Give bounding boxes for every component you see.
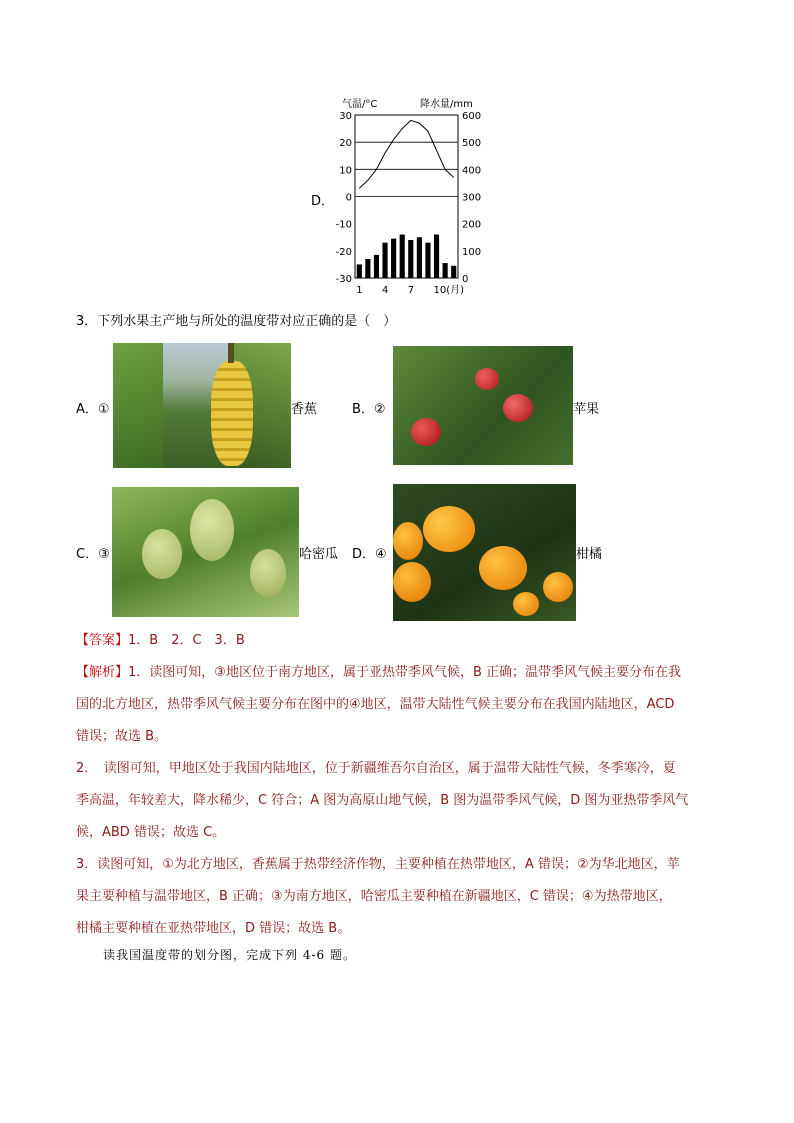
analysis-line: 【解析】1．读图可知，③地区位于南方地区，属于亚热带季风气候，B 正确；温带季风气候主要分布在我 bbox=[76, 665, 681, 680]
precip-bar bbox=[425, 243, 430, 278]
temp-tick-label: 0 bbox=[345, 192, 352, 204]
answer-text: 1．B 2．C 3．B bbox=[128, 633, 245, 648]
apple-icon bbox=[503, 394, 533, 422]
option-d-label: D． bbox=[311, 194, 335, 209]
temp-tick-labels bbox=[336, 111, 352, 285]
temp-tick-label: -10 bbox=[335, 219, 352, 231]
option-c-fruit: 哈密瓜 bbox=[299, 547, 339, 562]
temp-axis-label: 气温/°C bbox=[342, 99, 378, 110]
option-a-letter: A．① bbox=[76, 402, 110, 417]
precip-tick-label: 600 bbox=[462, 111, 482, 122]
x-tick-label: 4 bbox=[382, 285, 389, 296]
answer-tag: 【答案】 bbox=[76, 633, 129, 648]
orange-icon bbox=[393, 562, 431, 602]
orange-icon bbox=[543, 572, 573, 602]
precip-bar bbox=[451, 266, 456, 278]
melon-icon bbox=[142, 529, 182, 579]
answer-analysis-block bbox=[76, 625, 736, 945]
precip-tick-labels bbox=[462, 111, 481, 285]
precip-bar bbox=[382, 243, 387, 278]
temp-tick-label: 20 bbox=[339, 138, 352, 150]
option-c-letter: C．③ bbox=[76, 547, 110, 562]
x-tick-label: 1 bbox=[356, 285, 363, 296]
climate-chart bbox=[330, 95, 490, 300]
analysis-line: 错误；故选 B。 bbox=[76, 729, 168, 744]
precip-bar bbox=[357, 264, 362, 278]
precip-tick-label: 0 bbox=[462, 274, 469, 285]
analysis-tag: 【解析】 bbox=[76, 665, 129, 680]
precip-tick-label: 100 bbox=[462, 246, 482, 258]
temperature-curve bbox=[359, 120, 453, 188]
next-questions-instruction: 读我国温度带的划分图，完成下列 4-6 题。 bbox=[103, 948, 356, 962]
option-d-letter: D．④ bbox=[352, 547, 387, 562]
precip-axis-label: 降水量/mm bbox=[420, 99, 473, 110]
temp-tick-label: -20 bbox=[335, 246, 352, 258]
temp-tick-label: 10 bbox=[339, 165, 352, 177]
precip-tick-label: 200 bbox=[462, 219, 482, 231]
precip-bar bbox=[443, 263, 448, 278]
precip-bar bbox=[400, 235, 405, 278]
melon-icon bbox=[250, 549, 286, 597]
apple-icon bbox=[475, 368, 499, 390]
answer-line bbox=[76, 625, 736, 657]
analysis-line: 3．读图可知，①为北方地区，香蕉属于热带经济作物，主要种植在热带地区，A 错误；②为华北地区，苹 bbox=[76, 857, 680, 872]
question-3-stem: 3．下列水果主产地与所处的温度带对应正确的是（ ） bbox=[76, 314, 397, 329]
precip-bar bbox=[365, 259, 370, 278]
precip-bars bbox=[357, 235, 457, 278]
analysis-line: 柑橘主要种植在亚热带地区，D 错误；故选 B。 bbox=[76, 921, 351, 936]
chart-grid bbox=[355, 115, 458, 278]
analysis-line: 果主要种植与温带地区，B 正确；③为南方地区，哈密瓜主要种植在新疆地区，C 错误；④为热带地区， bbox=[76, 889, 672, 904]
apple-photo bbox=[393, 346, 573, 465]
option-b-letter: B．② bbox=[352, 402, 386, 417]
temp-tick-label: 30 bbox=[339, 111, 352, 122]
melon-icon bbox=[190, 499, 234, 561]
option-a-fruit: 香蕉 bbox=[291, 402, 318, 417]
analysis-line: 国的北方地区，热带季风气候主要分布在图中的④地区，温带大陆性气候主要分布在我国内陆地区，ACD bbox=[76, 697, 675, 712]
orange-icon bbox=[423, 506, 475, 552]
orange-icon bbox=[513, 592, 539, 616]
apple-icon bbox=[411, 418, 441, 446]
analysis-line: 2． 读图可知，甲地区处于我国内陆地区，位于新疆维吾尔自治区，属于温带大陆性气候，冬季寒冷，夏 bbox=[76, 761, 676, 776]
precip-bar bbox=[434, 235, 439, 278]
precip-bar bbox=[374, 255, 379, 278]
analysis-line: 候，ABD 错误；故选 C。 bbox=[76, 825, 226, 840]
precip-tick-label: 400 bbox=[462, 165, 482, 177]
analysis-line: 季高温，年较差大，降水稀少，C 符合；A 图为高原山地气候，B 图为温带季风气候，D 图为亚热带季风气 bbox=[76, 793, 689, 808]
precip-tick-label: 300 bbox=[462, 192, 482, 204]
orange-icon bbox=[393, 522, 423, 560]
precip-tick-label: 500 bbox=[462, 138, 482, 150]
x-tick-labels bbox=[356, 284, 464, 296]
melon-photo bbox=[112, 487, 299, 617]
x-tick-label: 10(月) bbox=[433, 285, 465, 296]
precip-bar bbox=[417, 237, 422, 278]
banana-photo bbox=[113, 343, 291, 468]
x-tick-label: 7 bbox=[407, 285, 415, 296]
precip-bar bbox=[408, 240, 413, 278]
temp-tick-label: -30 bbox=[335, 274, 352, 285]
orange-photo bbox=[393, 484, 576, 621]
orange-icon bbox=[479, 546, 527, 590]
option-d-fruit: 柑橘 bbox=[576, 547, 603, 562]
banana-bunch-icon bbox=[211, 361, 253, 466]
option-b-fruit: 苹果 bbox=[573, 402, 600, 417]
precip-bar bbox=[391, 239, 396, 278]
